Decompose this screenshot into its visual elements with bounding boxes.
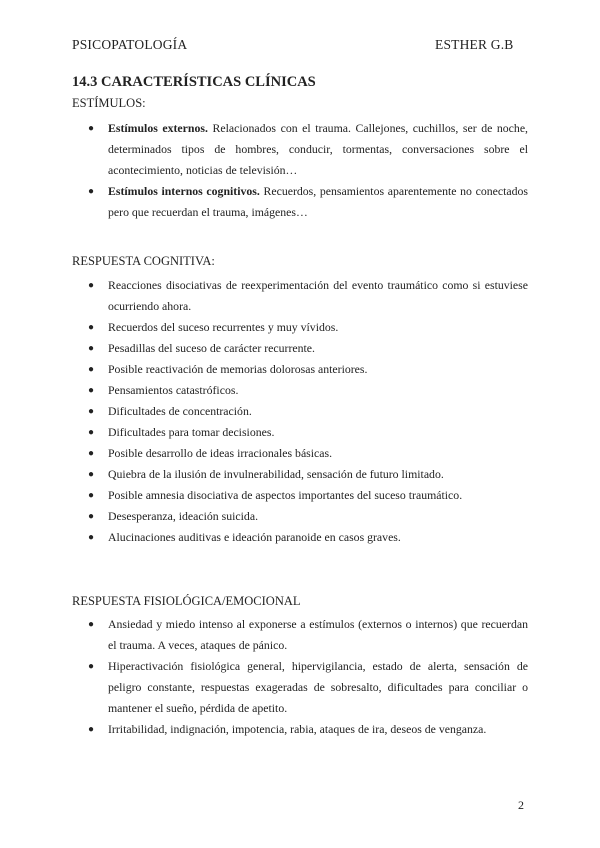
list-item bbox=[72, 506, 528, 527]
item-text: Quiebra de la ilusión de invulnerabilidad, sensación de futuro limitado. bbox=[108, 467, 444, 481]
item-text: Reacciones disociativas de reexperimentación del evento traumático como si estuviese ocurriendo ahora. bbox=[108, 278, 528, 313]
header-left: PSICOPATOLOGÍA bbox=[72, 37, 188, 52]
bullet-icon: ● bbox=[88, 532, 95, 543]
bullet-icon: ● bbox=[88, 364, 95, 375]
list-item bbox=[72, 317, 528, 338]
list-item bbox=[72, 719, 528, 740]
fisiologica-heading: RESPUESTA FISIOLÓGICA/EMOCIONAL bbox=[72, 594, 301, 608]
bullet-icon: ● bbox=[88, 123, 95, 134]
list-item bbox=[72, 656, 528, 719]
bullet-icon: ● bbox=[88, 343, 95, 354]
list-item bbox=[72, 401, 528, 422]
list-item bbox=[72, 464, 528, 485]
list-item bbox=[72, 527, 528, 548]
bullet-icon: ● bbox=[88, 322, 95, 333]
cognitiva-heading: RESPUESTA COGNITIVA: bbox=[72, 254, 215, 268]
cognitiva-list bbox=[72, 275, 528, 548]
list-item bbox=[72, 275, 528, 317]
bullet-icon: ● bbox=[88, 619, 95, 630]
section-title: 14.3 CARACTERÍSTICAS CLÍNICAS bbox=[72, 74, 316, 90]
item-text: Desesperanza, ideación suicida. bbox=[108, 509, 259, 523]
item-text: Posible desarrollo de ideas irracionales básicas. bbox=[108, 446, 333, 460]
item-text: Posible amnesia disociativa de aspectos importantes del suceso traumático. bbox=[108, 488, 463, 502]
item-text: Dificultades para tomar decisiones. bbox=[108, 425, 275, 439]
list-item bbox=[72, 380, 528, 401]
bullet-icon: ● bbox=[88, 448, 95, 459]
item-text: Relacionados con el trauma. Callejones, cuchillos, ser de noche, determinados tipos de hombres, conducir, tormentas, conversaciones sobre el acontecimiento, noticias de televisión… bbox=[108, 121, 529, 177]
bullet-icon: ● bbox=[88, 490, 95, 501]
page-number: 2 bbox=[518, 798, 524, 812]
fisiologica-list bbox=[72, 614, 528, 740]
list-item bbox=[72, 359, 528, 380]
item-text: Hiperactivación fisiológica general, hipervigilancia, estado de alerta, sensación de peligro constante, respuestas exageradas de sobresalto, dificultades para conciliar o mantener el sueño, pérdida de apetito. bbox=[108, 659, 528, 715]
list-item bbox=[72, 422, 528, 443]
item-text: Ansiedad y miedo intenso al exponerse a estímulos (externos o internos) que recuerdan el trauma. A veces, ataques de pánico. bbox=[108, 617, 528, 652]
bullet-icon: ● bbox=[88, 469, 95, 480]
bullet-icon: ● bbox=[88, 427, 95, 438]
bullet-icon: ● bbox=[88, 724, 95, 735]
item-text: Pesadillas del suceso de carácter recurrente. bbox=[108, 341, 315, 355]
list-item bbox=[72, 118, 528, 181]
estimulos-list bbox=[72, 118, 528, 223]
item-text: Dificultades de concentración. bbox=[108, 404, 252, 418]
header-right: ESTHER G.B bbox=[435, 37, 514, 52]
item-text: Pensamientos catastróficos. bbox=[108, 383, 239, 397]
estimulos-heading: ESTÍMULOS: bbox=[72, 96, 146, 110]
item-text: Alucinaciones auditivas e ideación paranoide en casos graves. bbox=[108, 530, 401, 544]
bullet-icon: ● bbox=[88, 385, 95, 396]
list-item bbox=[72, 338, 528, 359]
item-text: Irritabilidad, indignación, impotencia, rabia, ataques de ira, deseos de venganza. bbox=[108, 722, 487, 736]
list-item bbox=[72, 614, 528, 656]
bullet-icon: ● bbox=[88, 661, 95, 672]
list-item bbox=[72, 181, 528, 223]
bullet-icon: ● bbox=[88, 186, 95, 197]
item-text: Posible reactivación de memorias dolorosas anteriores. bbox=[108, 362, 368, 376]
item-bold: Estímulos externos. bbox=[108, 121, 208, 135]
item-bold: Estímulos internos cognitivos. bbox=[108, 184, 260, 198]
list-item bbox=[72, 485, 528, 506]
item-text: Recuerdos, pensamientos aparentemente no conectados pero que recuerdan el trauma, imágenes… bbox=[108, 184, 528, 219]
list-item bbox=[72, 443, 528, 464]
bullet-icon: ● bbox=[88, 406, 95, 417]
item-text: Recuerdos del suceso recurrentes y muy vívidos. bbox=[108, 320, 339, 334]
bullet-icon: ● bbox=[88, 280, 95, 291]
bullet-icon: ● bbox=[88, 511, 95, 522]
